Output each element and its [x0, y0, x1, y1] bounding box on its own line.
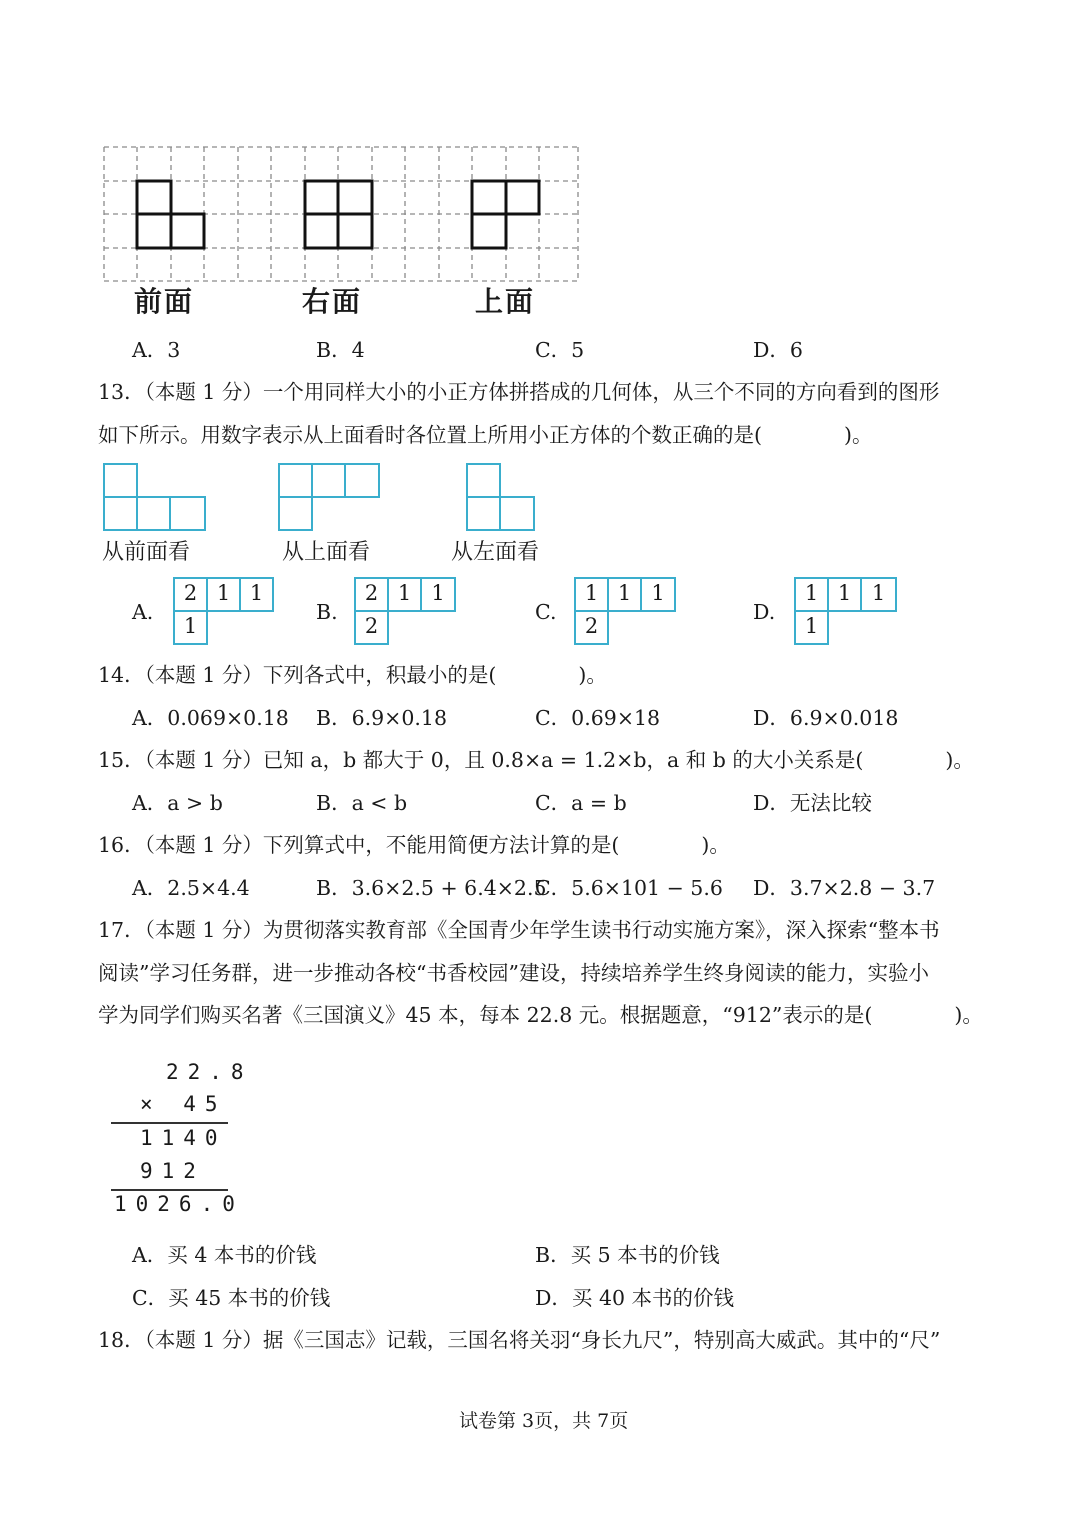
q14-option-b: B．6.9×0.18 — [316, 706, 447, 730]
calc-rule-1 — [111, 1122, 228, 1124]
q15-option-b: B．a < b — [316, 791, 408, 815]
q13-view-label-top: 从上面看 — [282, 540, 371, 565]
q17-option-d: D．买 40 本书的价钱 — [535, 1286, 735, 1310]
q16-stem: 16．（本题 1 分）下列算式中，不能用简便方法计算的是( )。 — [98, 833, 730, 857]
q17-option-b: B．买 5 本书的价钱 — [535, 1243, 720, 1267]
q16-option-a: A．2.5×4.4 — [132, 876, 250, 900]
q15-option-c: C．a = b — [535, 791, 627, 815]
calc-rule-2 — [111, 1189, 228, 1191]
q12-option-d: D．6 — [753, 338, 803, 362]
q15-option-a: A．a > b — [132, 791, 223, 815]
label-front: 前面 — [134, 285, 195, 318]
q13-view-label-front: 从前面看 — [102, 540, 191, 565]
q14-option-a: A．0.069×0.18 — [132, 706, 289, 730]
q12-option-b: B．4 — [316, 338, 365, 362]
q14-stem: 14．（本题 1 分）下列各式中，积最小的是( )。 — [98, 663, 607, 687]
q13-stem-line2: 如下所示。用数字表示从上面看时各位置上所用小正方体的个数正确的是( )。 — [98, 423, 873, 447]
q14-option-c: C．0.69×18 — [535, 706, 661, 730]
q17-stem-line2: 阅读”学习任务群，进一步推动各校“书香校园”建设，持续培养学生终身阅读的能力，实验小 — [98, 961, 929, 985]
q13-option-b-letter: B. — [316, 600, 338, 624]
calc-product: 1026.0 — [114, 1192, 244, 1216]
q13-option-d-letter: D. — [753, 600, 776, 624]
calc-multiplier: × 45 — [140, 1092, 227, 1116]
label-top: 上面 — [475, 285, 536, 318]
q17-option-a: A．买 4 本书的价钱 — [132, 1243, 317, 1267]
q13-option-c-letter: C. — [535, 600, 557, 624]
q16-option-d: D．3.7×2.8 − 3.7 — [753, 876, 936, 900]
q17-stem-line3: 学为同学们购买名著《三国演义》45 本，每本 22.8 元。根据题意，“912”表示的是( )。 — [98, 1003, 983, 1027]
q13-stem-line1: 13．（本题 1 分）一个用同样大小的小正方体拼搭成的几何体，从三个不同的方向看到的图形 — [98, 380, 940, 404]
q16-option-c: C．5.6×101 − 5.6 — [535, 876, 723, 900]
label-right: 右面 — [302, 285, 363, 318]
q12-option-c: C．5 — [535, 338, 585, 362]
three-view-grid-figure — [98, 140, 584, 286]
q17-stem-line1: 17．（本题 1 分）为贯彻落实教育部《全国青少年学生读书行动实施方案》，深入探索“整本书 — [98, 918, 940, 942]
q12-option-a: A．3 — [132, 338, 181, 362]
calc-partial-2: 912 — [140, 1159, 205, 1183]
q17-option-c: C．买 45 本书的价钱 — [132, 1286, 331, 1310]
q13-option-a-letter: A. — [132, 600, 154, 624]
q18-stem-line1: 18．（本题 1 分）据《三国志》记载，三国名将关羽“身长九尺”，特别高大威武。其中的“尺” — [98, 1328, 941, 1352]
q15-stem: 15．（本题 1 分）已知 a，b 都大于 0，且 0.8×a = 1.2×b，a 和 b 的大小关系是( )。 — [98, 748, 974, 772]
q16-option-b: B．3.6×2.5 + 6.4×2.5 — [316, 876, 547, 900]
calc-multiplicand: 22.8 — [166, 1060, 253, 1084]
q15-option-d: D．无法比较 — [753, 791, 872, 815]
q14-option-d: D．6.9×0.018 — [753, 706, 899, 730]
q13-view-label-left: 从左面看 — [451, 540, 540, 565]
calc-partial-1: 1140 — [140, 1126, 227, 1150]
page-footer: 试卷第 3页，共 7页 — [459, 1410, 629, 1432]
